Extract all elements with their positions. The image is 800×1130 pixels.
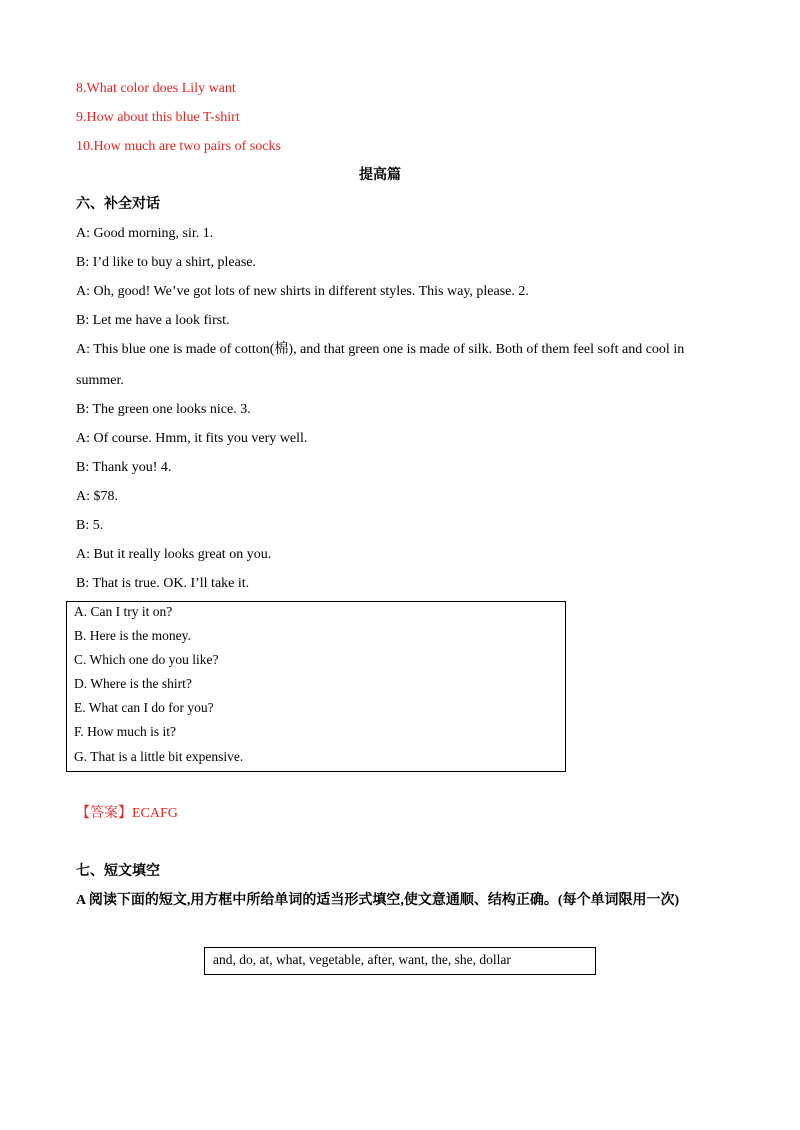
dialogue-line: B: 5. — [76, 518, 104, 533]
dialogue-line: B: Let me have a look first. — [76, 313, 230, 328]
option-item: F. How much is it? — [74, 724, 177, 739]
prev-answer-8: 8.What color does Lily want — [76, 81, 236, 96]
word-bank: and, do, at, what, vegetable, after, want, the, she, dollar — [213, 952, 511, 967]
dialogue-line: A: $78. — [76, 489, 118, 504]
options-box — [66, 601, 566, 772]
prev-answer-9: 9.How about this blue T-shirt — [76, 110, 240, 125]
option-item: G. That is a little bit expensive. — [74, 749, 244, 764]
dialogue-line: A: Oh, good! We’ve got lots of new shirts in different styles. This way, please. 2. — [76, 284, 529, 299]
part7-instruction: A 阅读下面的短文,用方框中所给单词的适当形式填空,使文意通顺、结构正确。(每个单词限用一次) — [76, 893, 680, 908]
option-item: C. Which one do you like? — [74, 652, 219, 667]
part7-heading: 七、短文填空 — [76, 864, 160, 879]
part6-answer: 【答案】ECAFG — [76, 806, 178, 821]
dialogue-line: B: Thank you! 4. — [76, 460, 172, 475]
dialogue-line: B: The green one looks nice. 3. — [76, 402, 251, 417]
section-title: 提高篇 — [359, 168, 401, 183]
part6-heading: 六、补全对话 — [76, 197, 160, 212]
dialogue-line: A: This blue one is made of cotton(棉), and that green one is made of silk. Both of them feel soft and cool in — [76, 342, 685, 357]
dialogue-line: B: That is true. OK. I’ll take it. — [76, 576, 250, 591]
dialogue-line: B: I’d like to buy a shirt, please. — [76, 255, 257, 270]
dialogue-line: A: Good morning, sir. 1. — [76, 226, 214, 241]
option-item: D. Where is the shirt? — [74, 676, 192, 691]
dialogue-line: A: But it really looks great on you. — [76, 547, 272, 562]
dialogue-line: summer. — [76, 373, 124, 388]
option-item: E. What can I do for you? — [74, 700, 214, 715]
dialogue-line: A: Of course. Hmm, it fits you very well. — [76, 431, 308, 446]
prev-answer-10: 10.How much are two pairs of socks — [76, 139, 281, 154]
option-item: A. Can I try it on? — [74, 604, 173, 619]
option-item: B. Here is the money. — [74, 628, 191, 643]
word-bank-box — [204, 947, 596, 975]
